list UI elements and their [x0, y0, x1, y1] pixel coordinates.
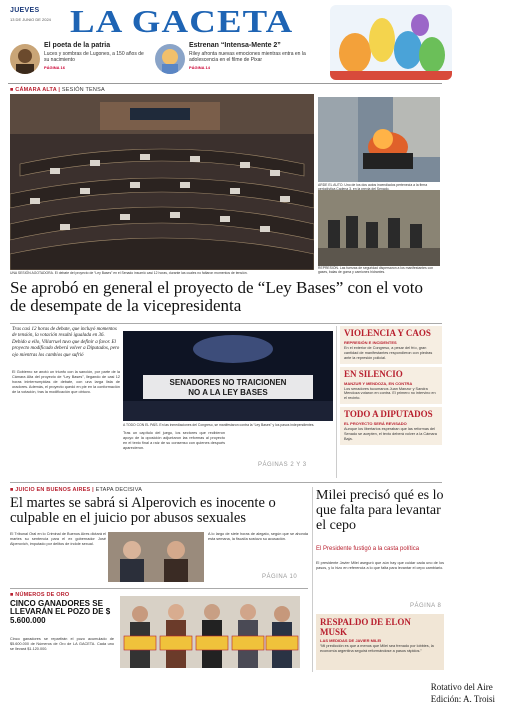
quiniela-body: Cinco ganadores se repartirán el pozo acumulado de $5.600.000 de Números de Oro de LA GACETA. Cada uno se llevará $1.120.000.	[10, 637, 114, 651]
masthead-date: 13 DE JUNIO DE 2024	[10, 17, 51, 22]
sidebar-text: En el exterior de Congreso, a pesar del frío, gran cantidad de manifestantes respondieron con piedras ante la represión policial.	[344, 346, 433, 360]
burning-car-caption: ARDE EL AUTO. Uno de los dos autos incendiados pertenecía a la firma	[318, 183, 428, 187]
elon-title: RESPALDO DE ELON MUSK	[320, 617, 411, 637]
masthead-day: JUEVES	[10, 7, 40, 14]
section-label: ■ NÚMEROS DE ORO	[10, 592, 70, 598]
divider	[336, 326, 337, 478]
repression-caption: REPRESIÓN. Las fuerzas de seguridad dispersaron a los manifestantes con gases, balas de goma y camiones hidrantes.	[318, 266, 434, 275]
section-title: NÚMEROS DE ORO	[15, 592, 70, 598]
teaser-intensamente[interactable]	[155, 42, 330, 80]
protest-caption: A TODO CON EL PAÍS. En las inmediaciones del Congreso, se manifestaron contra la “Ley Bases” y los pasos independientes.	[123, 423, 315, 427]
section-subtitle: SESIÓN TENSA	[61, 87, 105, 93]
milei-headline[interactable]: Milei precisó qué es lo que falta para levantar el cepo	[316, 488, 444, 533]
quiniela-headline[interactable]: CINCO GANADORES SE LLEVARÁN EL POZO DE $ 5.600.000	[10, 599, 111, 625]
elon-kicker: LAS MEDIDAS DE JAVIER MILEI	[320, 638, 382, 643]
page-reference[interactable]: PÁGINAS 2 Y 3	[258, 462, 307, 468]
divider	[10, 323, 442, 324]
winners-photo	[120, 596, 300, 668]
section-title: CÁMARA ALTA	[15, 87, 57, 93]
sidebar	[340, 326, 442, 448]
sidebar-item-silence[interactable]	[340, 367, 442, 405]
section-title: JUICIO EN BUENOS AIRES	[15, 487, 91, 493]
main-body-2: Tras un capítulo del juego, los sectores que recibieron apoyo de la oposición adjuntaron las reformas al proyecto en el texto final a raíz de su consenso con quienes después aparecieron.	[123, 431, 225, 450]
alperovich-body-2: A lo largo de siete horas de alegato, según que se ahonda esta semana, la fiscalía sostuvo su acusación.	[208, 532, 308, 541]
alperovich-photo	[108, 532, 204, 582]
teaser-page: PÁGINA 14	[189, 64, 210, 70]
alperovich-body: El Tribunal Oral en lo Criminal de Buenos Aires dictará el martes su sentencia para el ex gobernador José Alperovich, imputado por delitos de índole sexual.	[10, 532, 106, 546]
milei-subhead: El Presidente fustigó a la casta política	[316, 546, 420, 552]
senate-session-photo	[10, 94, 314, 270]
main-body: El Gobierno se anotó un triunfo con la sanción, por parte de la Cámara Alta del proyecto de “Ley Bases”, llegando de casi 12 horas ininterrumpidas de debate, con una larga lista de oradores. Además, el proyecto quedó en pie en la conformación de la votación, tras la modificación que obtuvo.	[12, 370, 120, 394]
sidebar-item-diputados[interactable]	[340, 407, 442, 445]
divider	[312, 487, 313, 672]
sidebar-kicker: REPRESIÓN E INCIDENTES	[344, 340, 397, 345]
sidebar-title: TODO A DIPUTADOS	[344, 409, 433, 420]
divider	[10, 482, 442, 483]
burning-car-photo	[318, 97, 440, 182]
photo-caption: UNA SESIÓN AGOTADORA. El debate del proyecto de “Ley Bases” en el Senado insumió casi 12 horas, durante las cuales no faltaron momentos de tensión.	[10, 271, 248, 275]
teaser-text: Riley afronta nuevas emociones mientras entra en la adolescencia en el filme de Pixar	[189, 50, 306, 63]
divider	[10, 588, 308, 589]
section-subtitle: ETAPA DECISIVA	[95, 487, 143, 493]
section-label: ■ JUICIO EN BUENOS AIRES | ETAPA DECISIVA	[10, 487, 143, 493]
svg-text:SENADORES NO TRAICIONEN: SENADORES NO TRAICIONEN	[169, 378, 287, 387]
alperovich-headline[interactable]: El martes se sabrá si Alperovich es inocente o culpable en el juicio por abusos sexuales	[10, 495, 276, 527]
sidebar-kicker: MANZUR Y MENDOZA, EN CONTRA	[344, 380, 413, 386]
teaser-text: Luces y sombras de Lugones, a 150 años de su nacimiento	[44, 50, 144, 63]
elon-text: “Mi predicción es que a menos que Milei sea frenado por lobbies, la economía argentina seguirá reformándose a pasos rápidos.”	[320, 644, 434, 653]
sidebar-text: Aunque los libertarios esperaban que las reformas del Senado se acepten, el texto deberá volver a la Cámara Baja.	[344, 427, 437, 441]
main-lede: Tras casi 12 horas de debate, que incluyó momentos de tensión, la votación resultó igualada en 36. Debido a ello, Villarruel tuvo que definir a favor. El proyecto modificado deberá volver a Diputados, pero ojo mientras los cambios que sufrió	[12, 327, 120, 358]
credit-line-2: Edición: A. Troisi	[430, 694, 495, 705]
police-repression-photo	[318, 190, 440, 266]
elon-box[interactable]	[316, 614, 444, 670]
credit-line-1: Rotativo del Aire	[430, 682, 493, 692]
teasers	[10, 42, 330, 82]
milei-body: El presidente Javier Milei aseguró que aún hay que cuidar cada uno de los pasos, y lo hizo en referencia a lo que falta para levantar el cepo cambiario.	[316, 561, 444, 570]
teaser-page: PÁGINA 16	[44, 64, 65, 70]
teaser-headline: El poeta de la patria	[44, 42, 111, 49]
svg-text:NO A LA LEY BASES: NO A LA LEY BASES	[188, 388, 268, 397]
teaser-headline: Estrenan “Intensa-Mente 2”	[189, 42, 281, 49]
page-reference[interactable]: PÁGINA 8	[410, 603, 442, 609]
sidebar-kicker: EL PROYECTO SERÁ REVISADO	[344, 421, 407, 427]
main-headline[interactable]: Se aprobó en general el proyecto de “Ley Bases” con el voto de desempate de la vicepresidenta	[10, 278, 424, 315]
edition-credit	[431, 681, 495, 705]
sidebar-title: VIOLENCIA Y CAOS	[344, 328, 431, 338]
inside-out-characters-illustration	[330, 5, 452, 80]
protest-photo	[123, 331, 333, 421]
poet-portrait-icon	[10, 44, 40, 74]
sidebar-title: EN SILENCIO	[344, 368, 403, 379]
newspaper-title: LA GACETA	[70, 3, 294, 39]
teaser-lugones[interactable]	[10, 42, 150, 80]
page-reference[interactable]: PÁGINA 10	[262, 574, 298, 580]
sidebar-text: Los senadores tucumanos Juan Manzur y Sandra Mendoza votaron en contra. El primero no intervino en el recinto.	[344, 386, 436, 401]
film-still-icon	[155, 44, 185, 74]
section-label: ■ CÁMARA ALTA | SESIÓN TENSA	[10, 87, 105, 93]
sidebar-item-violence[interactable]	[340, 326, 442, 364]
divider	[8, 83, 442, 84]
